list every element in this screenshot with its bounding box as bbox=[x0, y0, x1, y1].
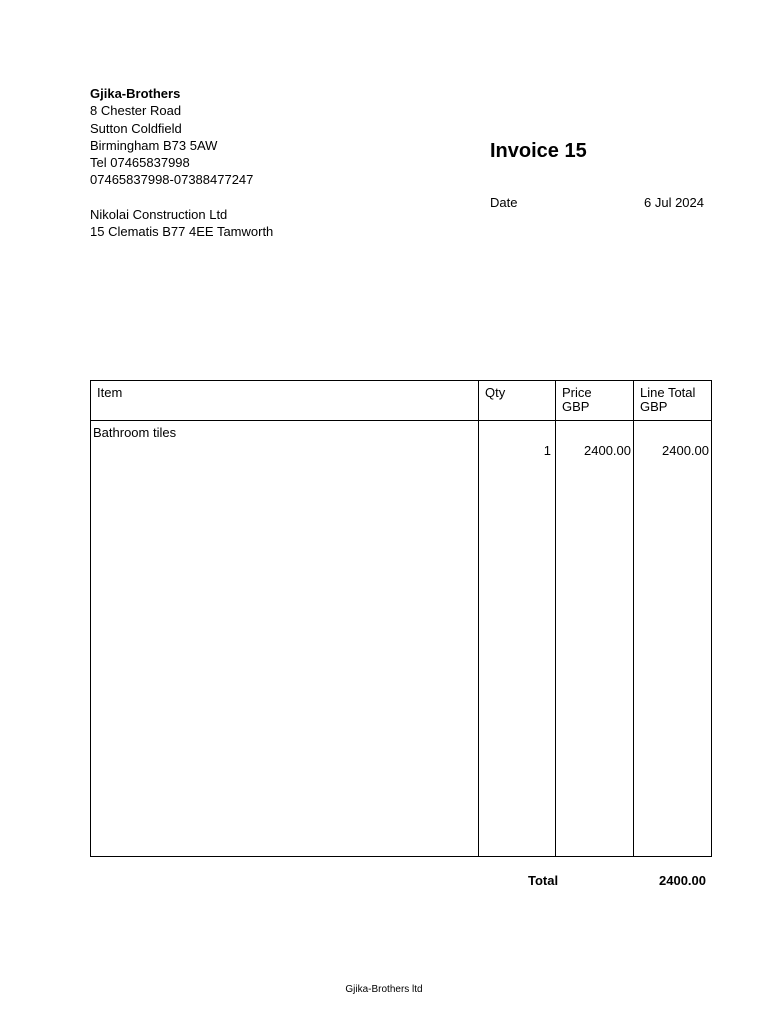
header-line-total-label: Line Total bbox=[640, 385, 696, 400]
sender-address-line1: 8 Chester Road bbox=[90, 103, 182, 119]
date-value: 6 Jul 2024 bbox=[644, 195, 704, 210]
row-line-total: 2400.00 bbox=[634, 421, 712, 857]
header-line-total-currency: GBP bbox=[640, 399, 668, 414]
table-header-row bbox=[91, 381, 712, 421]
table-row bbox=[91, 421, 712, 857]
row-price: 2400.00 bbox=[556, 421, 634, 857]
recipient-name: Nikolai Construction Ltd bbox=[90, 207, 228, 222]
recipient-block bbox=[90, 206, 273, 241]
recipient-address: 15 Clematis B77 4EE Tamworth bbox=[90, 224, 274, 240]
line-items-table bbox=[90, 380, 712, 857]
sender-phones: 07465837998-07388477247 bbox=[90, 172, 254, 188]
row-item: Bathroom tiles bbox=[91, 421, 479, 857]
sender-address-line2: Sutton Coldfield bbox=[90, 120, 182, 136]
total-value: 2400.00 bbox=[659, 873, 706, 888]
header-price bbox=[556, 381, 634, 421]
header-price-label: Price bbox=[562, 385, 592, 400]
sender-name: Gjika-Brothers bbox=[90, 86, 181, 101]
header-qty: Qty bbox=[479, 381, 556, 421]
header-line-total bbox=[634, 381, 712, 421]
sender-block bbox=[90, 85, 253, 189]
sender-address-line3: Birmingham B73 5AW bbox=[90, 137, 218, 153]
total-label: Total bbox=[528, 873, 559, 888]
invoice-title: Invoice 15 bbox=[490, 140, 587, 162]
sender-tel: Tel 07465837998 bbox=[90, 155, 190, 171]
header-item: Item bbox=[91, 381, 479, 421]
row-qty: 1 bbox=[479, 421, 556, 857]
date-label: Date bbox=[490, 195, 518, 210]
header-price-currency: GBP bbox=[562, 399, 590, 414]
footer-text: Gjika-Brothers ltd bbox=[345, 984, 423, 995]
